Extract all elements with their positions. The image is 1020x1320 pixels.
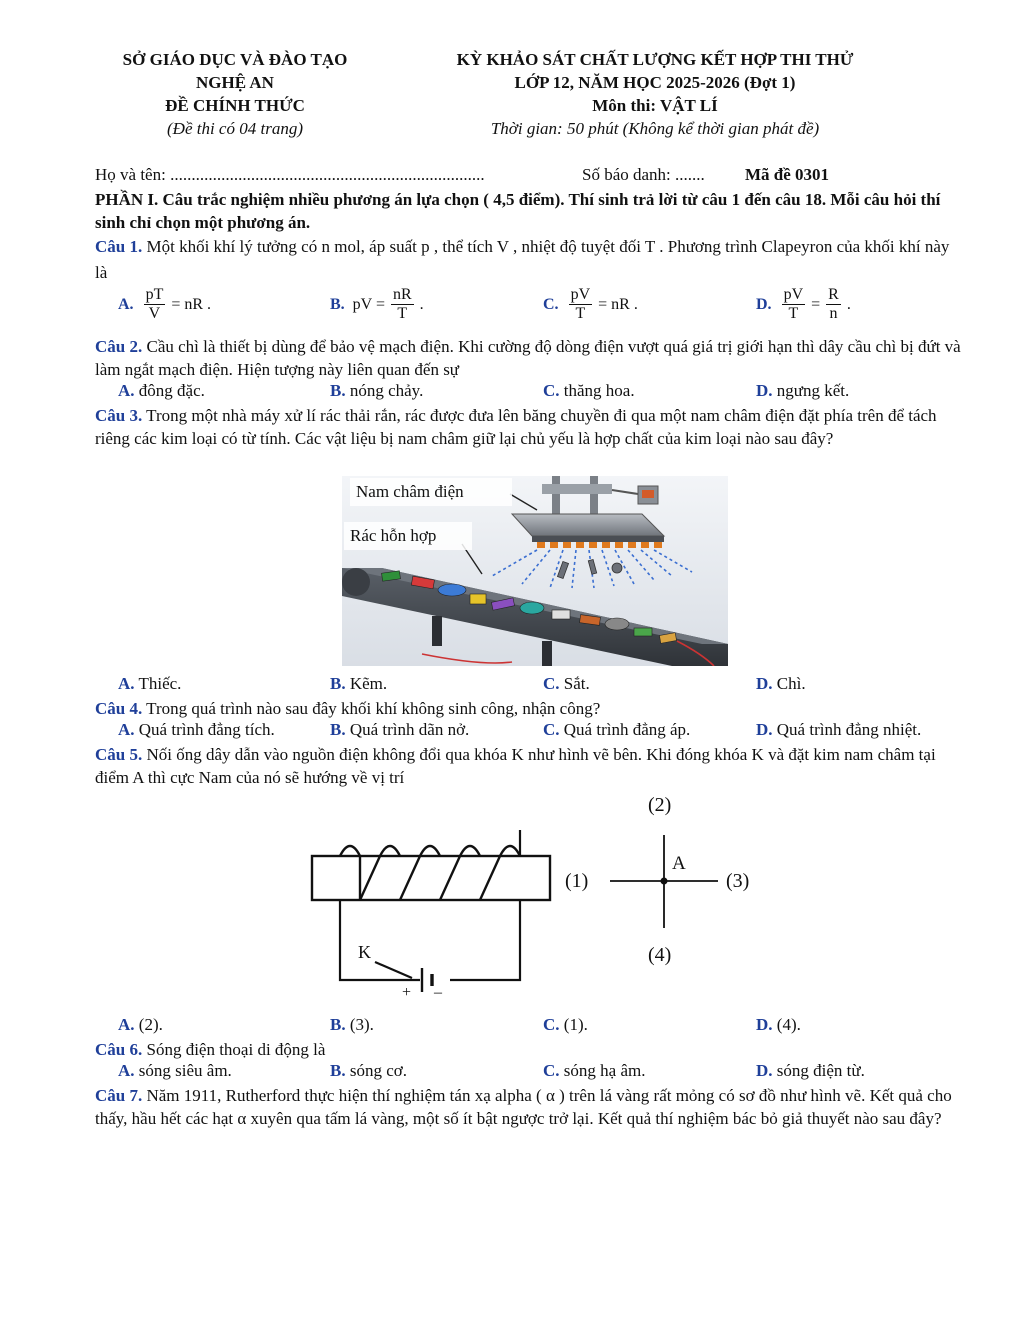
point-a-dot [661,878,668,885]
q4-option-a[interactable]: A. Quá trình đẳng tích. [118,720,275,739]
q2-text: Cầu chì là thiết bị dùng để bảo vệ mạch điện. Khi cường độ dòng điện vượt quá giá trị giới hạn thì dây cầu chì bị đứt và làm ngắt mạch điện. Hiện tượng này liên quan đến sự [95,337,961,379]
q1-option-a-label: A. [118,295,134,313]
q3-figure-label-trash: Rác hỗn hợp [350,526,437,545]
question-2 [95,335,963,381]
header-left-line4: (Đề thi có 04 trang) [167,119,303,138]
conveyor-illustration [342,476,728,666]
q6-option-d[interactable]: D. sóng điện từ. [756,1061,865,1080]
q1-d-fraction1: $\frac{pV}{T}$ [783,286,804,322]
q5-option-a[interactable]: A. (2). [118,1015,163,1034]
q5-label: Câu 5. [95,745,143,764]
q4-text: Trong quá trình nào sau đây khối khí không sinh công, nhận công? [142,699,601,718]
fig-label-1: (1) [565,870,589,892]
q1-text: Một khối khí lý tưởng có n mol, áp suất p , thể tích V , nhiệt độ tuyệt đối T . Phương trình Clapeyron của khối khí này là [95,237,950,282]
exam-code: Mã đề 0301 [745,165,830,184]
q5-option-d[interactable]: D. (4). [756,1015,801,1034]
question-4 [95,697,963,720]
q6-text: Sóng điện thoại di động là [142,1040,326,1059]
q7-text: Năm 1911, Rutherford thực hiện thí nghiệm tán xạ alpha ( α ) trên lá vàng rất mỏng có sơ đồ như hình vẽ. Kết quả cho thấy, hầu hết các hạt α xuyên qua tấm lá vàng, một số ít bật ngược trở lại. Kết quả thí nghiệm bác bỏ giả thuyết nào sau đây? [95,1086,952,1128]
header-left-line1: SỞ GIÁO DỤC VÀ ĐÀO TẠO [122,50,348,69]
q1-b-lhs: pV = [352,295,385,313]
q1-d-rhs: . [846,295,851,313]
header-right-line3: Môn thi: VẬT LÍ [592,96,718,115]
q3-option-b[interactable]: B. Kẽm. [330,674,388,693]
header-right-line2: LỚP 12, NĂM HỌC 2025-2026 (Đợt 1) [514,73,796,92]
q1-c-rhs: = nR . [598,295,638,313]
fig-label-4: (4) [648,944,672,966]
fig-label-2: (2) [648,794,672,816]
q6-label: Câu 6. [95,1040,143,1059]
fig-label-minus: – [434,984,442,1001]
question-5 [95,743,963,789]
q3-figure [342,476,728,666]
part1-title: PHẦN I. Câu trắc nghiệm nhiều phương án lựa chọn ( 4,5 điểm). Thí sinh trả lời từ câu 1 đến câu 18. Mỗi câu hỏi thí sinh chỉ chọn một phương án. [95,190,941,232]
q2-option-d[interactable]: D. ngưng kết. [756,381,850,400]
q1-c-fraction: $\frac{pV}{T}$ [570,286,591,322]
header-left-line3: ĐỀ CHÍNH THỨC [165,96,305,115]
student-id-label: Số báo danh: ....... [582,165,705,184]
q5-option-b[interactable]: B. (3). [330,1015,374,1034]
header-right-line1: KỲ KHẢO SÁT CHẤT LƯỢNG KẾT HỢP THI THỬ [456,50,854,69]
q6-option-b[interactable]: B. sóng cơ. [330,1061,407,1080]
q1-option-c[interactable] [543,286,638,323]
q5-text: Nối ống dây dẫn vào nguồn điện không đổi qua khóa K như hình vẽ bên. Khi đóng khóa K và đặt kim nam châm tại điểm A thì cực Nam của nó sẽ hướng về vị trí [95,745,936,787]
q1-option-b[interactable] [330,286,424,323]
q1-a-fraction: $\frac{pT}{V}$ [145,286,164,322]
fig-label-3: (3) [726,870,750,892]
q1-d-eq: = [811,295,821,313]
q3-figure-label-magnet: Nam châm điện [356,482,464,501]
fig-label-plus: + [402,984,412,1001]
question-7 [95,1084,963,1130]
q2-label: Câu 2. [95,337,143,356]
q1-option-d[interactable] [756,286,851,323]
header-left-line2: NGHỆ AN [196,73,274,92]
q2-option-b[interactable]: B. nóng chảy. [330,381,424,400]
q3-text: Trong một nhà máy xử lí rác thải rắn, rác được đưa lên băng chuyền đi qua một nam châm điện đặt phía trên để tách riêng các kim loại có từ tính. Các vật liệu bị nam châm giữ lại chủ yếu là hợp chất của kim loại nào sau đây? [95,406,937,448]
q1-a-rhs: = nR . [171,295,212,313]
q6-option-a[interactable]: A. sóng siêu âm. [118,1061,232,1080]
q3-option-d[interactable]: D. Chì. [756,674,806,693]
q3-label: Câu 3. [95,406,143,425]
q6-option-c[interactable]: C. sóng hạ âm. [543,1061,646,1080]
q4-option-c[interactable]: C. Quá trình đẳng áp. [543,720,691,739]
solenoid-circuit-diagram [300,790,780,1005]
q2-option-c[interactable]: C. thăng hoa. [543,381,635,400]
q1-option-b-label: B. [330,295,345,313]
question-6 [95,1038,963,1061]
q4-option-d[interactable]: D. Quá trình đẳng nhiệt. [756,720,922,739]
question-3 [95,404,963,450]
q7-label: Câu 7. [95,1086,143,1105]
question-1 [95,234,963,286]
q1-b-fraction: $\frac{nR}{T}$ [392,286,412,322]
q1-b-rhs: . [419,295,424,313]
q1-option-c-label: C. [543,295,559,313]
q3-option-c[interactable]: C. Sắt. [543,674,590,693]
header-right-line4: Thời gian: 50 phút (Không kể thời gian phát đề) [490,119,820,138]
fig-label-k: K [358,942,371,962]
q1-label: Câu 1. [95,237,143,256]
q4-option-b[interactable]: B. Quá trình dãn nở. [330,720,470,739]
q1-option-d-label: D. [756,295,772,313]
q1-option-a[interactable] [118,286,211,323]
q4-label: Câu 4. [95,699,143,718]
student-name-label: Họ và tên: .......................................................................... [95,165,485,184]
q3-option-a[interactable]: A. Thiếc. [118,674,182,693]
q5-option-c[interactable]: C. (1). [543,1015,588,1034]
q1-d-fraction2: $\frac{R}{n}$ [828,286,839,322]
fig-label-a: A [672,853,686,874]
q5-figure [300,790,780,1005]
q2-option-a[interactable]: A. đông đặc. [118,381,205,400]
